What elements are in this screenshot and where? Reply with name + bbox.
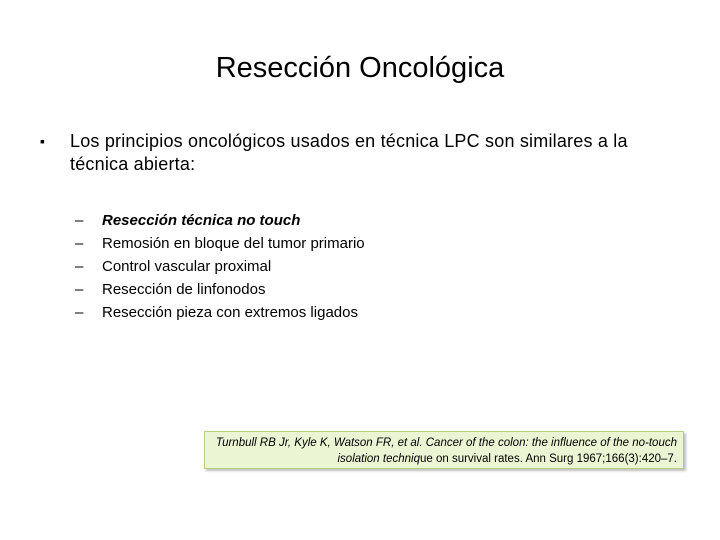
dash-bullet-icon: – — [75, 304, 84, 321]
sub-item-label: Resección pieza con extremos ligados — [102, 304, 358, 321]
sub-item-control-vascular — [75, 255, 575, 278]
sub-item-extremos-ligados — [75, 301, 575, 324]
sub-item-label: Resección de linfonodos — [102, 281, 266, 298]
reference-citation-plain: ue on survival rates. Ann Surg 1967;166(3):420–7. — [419, 453, 677, 465]
slide-title: Resección Oncológica — [215, 52, 505, 84]
dash-bullet-icon: – — [75, 212, 84, 229]
reference-citation-box — [204, 431, 684, 469]
main-bullet-text: Los principios oncológicos usados en técnica LPC son similares a la técnica abierta: — [70, 131, 628, 174]
sub-item-label: Control vascular proximal — [102, 258, 272, 275]
square-bullet-icon: ▪ — [40, 133, 45, 149]
sub-item-label: Resección técnica no touch — [102, 212, 301, 229]
sub-item-label: Remosión en bloque del tumor primario — [102, 235, 365, 252]
dash-bullet-icon: – — [75, 235, 84, 252]
reference-citation-italic: Turnbull RB Jr, Kyle K, Watson FR, et al. Cancer of the colon: the influence of the no-touch isolation techniq — [215, 437, 677, 465]
dash-bullet-icon: – — [75, 258, 84, 275]
sub-item-no-touch — [75, 209, 575, 232]
sub-item-en-bloque — [75, 232, 575, 255]
sub-item-linfonodos — [75, 278, 575, 301]
sub-bullet-list — [75, 209, 575, 324]
dash-bullet-icon: – — [75, 281, 84, 298]
